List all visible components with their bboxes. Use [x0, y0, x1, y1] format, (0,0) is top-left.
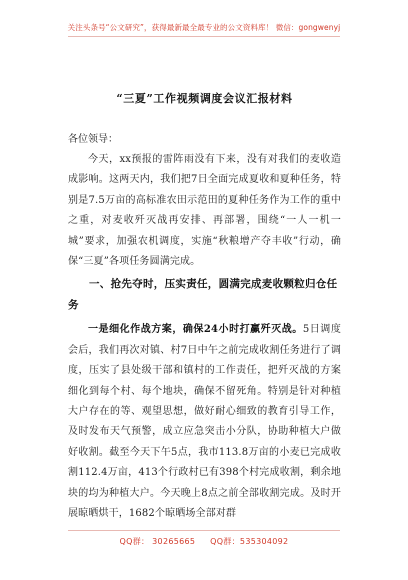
footer-qq-group-2: QQ群：535304092	[210, 537, 289, 546]
header-divider	[68, 36, 340, 37]
paragraph-1-lead: 一是细化作战方案，确保24小时打赢歼灭战。	[88, 324, 303, 336]
page-footer	[0, 530, 408, 570]
page-header	[0, 0, 408, 48]
section-heading-1: 一、抢先夺时，压实责任，圆满完成麦收颗粒归仓任务	[68, 278, 338, 312]
footer-divider	[68, 530, 340, 531]
footer-contact	[0, 536, 408, 547]
intro-paragraph: 今天，xx预报的雷阵雨没有下来，没有对我们的麦收造成影响。这两天内，我们把7日全面完成夏收和夏种任务，特别是7.5万亩的高标准农田示范田的夏种任务作为工作的重中之重，对麦收歼灭战再安排、再部署，围绕“一人一机一城”要求，加强农机调度，实施“秋粮增产夺丰收”行动，确保“三夏”各项任务圆满完成。	[68, 154, 341, 268]
paragraph-1-body: 5日调度会后，我们再次对镇、村7日中午之前完成收割任务进行了调度，压实了县处级干部和镇村的工作责任，把歼灭战的方案细化到每个村、每个地块，确保不留死角。特别是针对种植大户存在的等、观望思想，做好耐心细致的教育引导工作，及时发布天气预警，成立应急突击小分队，协助种植大户做好收割。截至今天下午5点，我市113.8万亩的小麦已完成收割112.4万亩，413个行政村已有398个村完成收割，剩余地块的均为种植大户。今天晚上8点之前全部收割完成。及时开展晾晒烘干，1682个晾晒场全部对群	[68, 324, 341, 520]
header-promo-text: 关注头条号“公文研究”，获得最新最全最专业的公文资料库！ 微信：gongwenyj	[67, 23, 341, 32]
document-body	[68, 52, 341, 525]
document-title: “三夏”工作视频调度会议汇报材料	[116, 92, 293, 105]
paragraph-1	[68, 320, 341, 524]
footer-qq-group-1: QQ群： 30265665	[119, 537, 196, 546]
salutation: 各位领导：	[68, 134, 118, 145]
